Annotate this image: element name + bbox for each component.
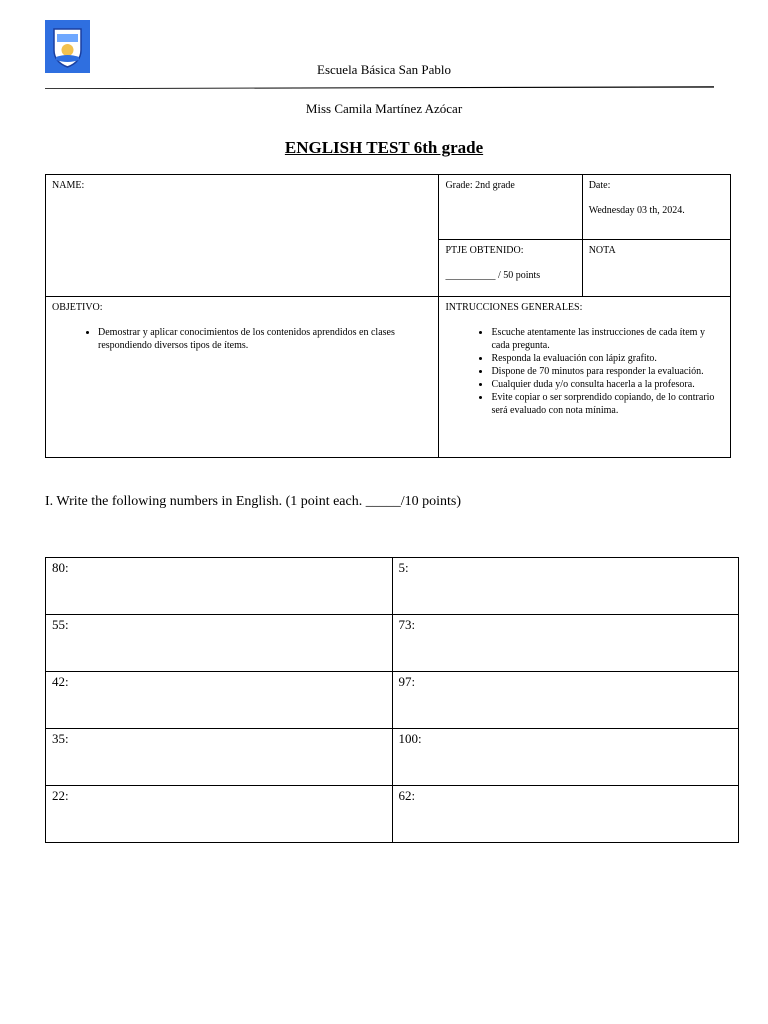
number-answer-cell[interactable] — [392, 672, 739, 729]
number-answer-cell[interactable] — [46, 672, 393, 729]
nota-label: NOTA — [588, 245, 616, 256]
objetivo-list — [52, 326, 432, 352]
objetivo-cell — [46, 297, 439, 458]
numbers-table — [45, 557, 739, 843]
number-label: 73: — [398, 617, 416, 632]
teacher-name: Miss Camila Martínez Azócar — [305, 101, 463, 116]
score-cell[interactable] — [439, 240, 582, 297]
section-1-heading: I. Write the following numbers in English. (1 point each. _____/10 points) — [45, 494, 462, 509]
points-line: __________ / 50 points — [445, 270, 541, 281]
number-label: 100: — [398, 731, 422, 746]
instrucciones-cell — [439, 297, 731, 458]
name-cell[interactable] — [46, 175, 439, 297]
number-answer-cell[interactable] — [392, 558, 739, 615]
number-label: 42: — [52, 674, 69, 689]
date-label: Date: — [588, 180, 611, 191]
number-answer-cell[interactable] — [46, 615, 393, 672]
ptje-label: PTJE OBTENIDO: — [445, 245, 524, 256]
instruccion-item: • Evite copiar o ser sorprendido copiando, de lo contrario será evaluado con nota mínima. — [491, 391, 724, 417]
student-info-table — [45, 174, 731, 458]
school-name: Escuela Básica San Pablo — [317, 62, 451, 77]
instruccion-item: • Cualquier duda y/o consulta hacerla a la profesora. — [491, 378, 724, 391]
number-label: 55: — [52, 617, 69, 632]
number-answer-cell[interactable] — [392, 786, 739, 843]
instruccion-item: • Dispone de 70 minutos para responder la evaluación. — [491, 365, 724, 378]
table-row — [46, 615, 739, 672]
number-label: 35: — [52, 731, 69, 746]
table-row — [46, 729, 739, 786]
grade-cell — [439, 175, 582, 240]
number-answer-cell[interactable] — [46, 786, 393, 843]
table-row — [46, 672, 739, 729]
date-cell — [582, 175, 730, 240]
number-label: 62: — [398, 788, 416, 803]
number-label: 80: — [52, 560, 69, 575]
instrucciones-label: INTRUCCIONES GENERALES: — [445, 302, 583, 313]
table-row — [46, 558, 739, 615]
number-label: 22: — [52, 788, 69, 803]
number-answer-cell[interactable] — [46, 729, 393, 786]
test-title: ENGLISH TEST 6th grade — [284, 138, 484, 157]
number-label: 97: — [398, 674, 416, 689]
number-label: 5: — [398, 560, 409, 575]
number-answer-cell[interactable] — [392, 729, 739, 786]
nota-cell[interactable] — [582, 240, 730, 297]
date-value: Wednesday 03 th, 2024. — [588, 205, 685, 216]
name-label: NAME: — [52, 180, 85, 191]
header-divider — [45, 86, 714, 89]
table-row — [46, 786, 739, 843]
objetivo-item: • Demostrar y aplicar conocimientos de los contenidos aprendidos en clases respondiendo diversos tipos de ítems. — [98, 326, 432, 352]
instruccion-item: • Escuche atentamente las instrucciones de cada ítem y cada pregunta. — [491, 326, 724, 352]
grade-label: Grade: 2nd grade — [445, 180, 515, 191]
instrucciones-list — [445, 326, 724, 417]
number-answer-cell[interactable] — [46, 558, 393, 615]
instruccion-item: • Responda la evaluación con lápiz grafito. — [491, 352, 724, 365]
objetivo-label: OBJETIVO: — [52, 302, 103, 313]
number-answer-cell[interactable] — [392, 615, 739, 672]
